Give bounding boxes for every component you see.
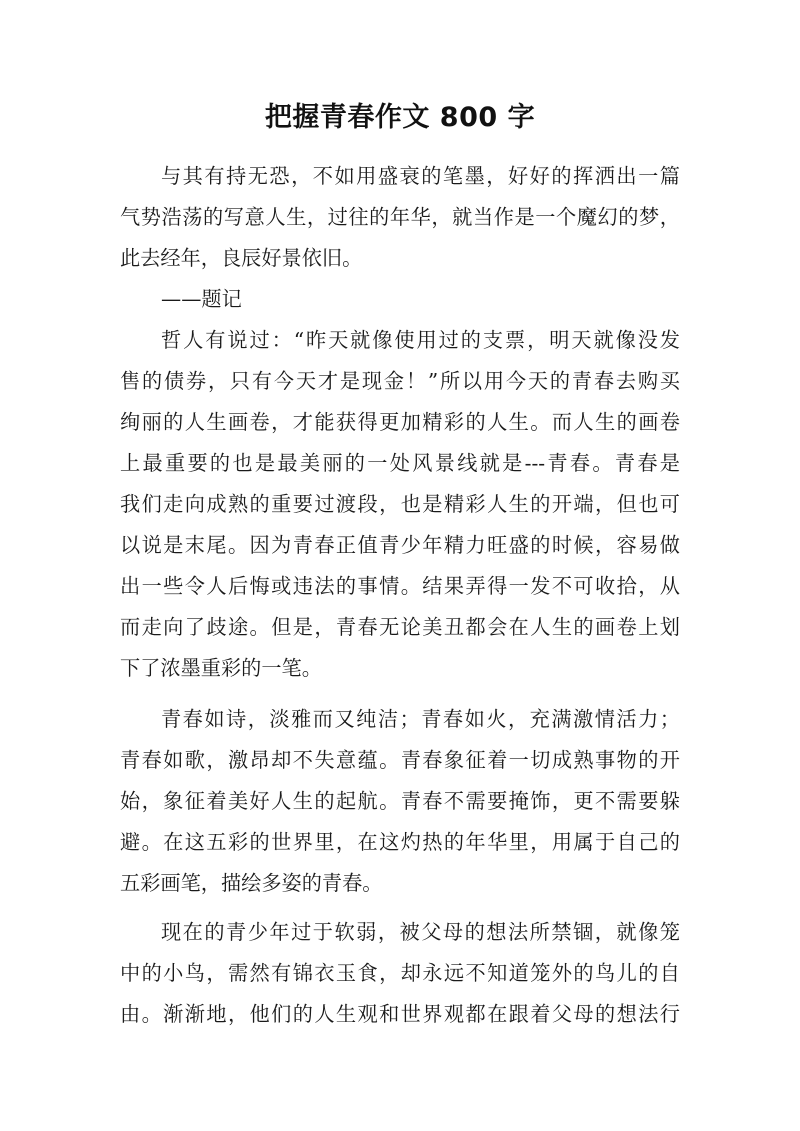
- paragraph-line: 售的债券，只有今天才是现金！”所以用今天的青春去购买: [120, 369, 680, 393]
- paragraph-line: 而走向了歧途。但是，青春无论美丑都会在人生的画卷上划: [120, 615, 680, 639]
- paragraph-line: 下了浓墨重彩的一笔。: [120, 656, 322, 680]
- paragraph-line: 哲人有说过：“昨天就像使用过的支票，明天就像没发: [161, 328, 680, 352]
- paragraph-line: 始，象征着美好人生的起航。青春不需要掩饰，更不需要躲: [120, 789, 680, 813]
- paragraph-line: 此去经年，良辰好景依旧。: [120, 246, 363, 270]
- paragraph-line: 以说是末尾。因为青春正值青少年精力旺盛的时候，容易做: [120, 533, 680, 557]
- paragraph-line: 绚丽的人生画卷，才能获得更加精彩的人生。而人生的画卷: [120, 410, 680, 434]
- paragraph-line: 与其有持无恐，不如用盛衰的笔墨，好好的挥洒出一篇: [161, 164, 680, 188]
- paragraph-line: 我们走向成熟的重要过渡段，也是精彩人生的开端，但也可: [120, 492, 680, 516]
- paragraph-line: 出一些令人后悔或违法的事情。结果弄得一发不可收拾，从: [120, 574, 680, 598]
- epigraph-attribution: ——题记: [161, 287, 242, 311]
- paragraph-line: 由。渐渐地，他们的人生观和世界观都在跟着父母的想法行: [120, 1002, 680, 1026]
- document-title: 把握青春作文 800 字: [264, 102, 536, 133]
- paragraph-line: 青春如歌，激昂却不失意蕴。青春象征着一切成熟事物的开: [120, 748, 680, 772]
- paragraph-line: 气势浩荡的写意人生，过往的年华，就当作是一个魔幻的梦，: [120, 205, 680, 229]
- paragraph-line: 中的小鸟，需然有锦衣玉食，却永远不知道笼外的鸟儿的自: [120, 961, 680, 985]
- paragraph-line: 上最重要的也是最美丽的一处风景线就是---青春。青春是: [120, 451, 680, 475]
- paragraph-line: 青春如诗，淡雅而又纯洁；青春如火，充满激情活力；: [161, 707, 680, 731]
- paragraph-line: 避。在这五彩的世界里，在这灼热的年华里，用属于自己的: [120, 830, 680, 854]
- paragraph-line: 五彩画笔，描绘多姿的青春。: [120, 871, 383, 895]
- paragraph-line: 现在的青少年过于软弱，被父母的想法所禁锢，就像笼: [161, 920, 680, 944]
